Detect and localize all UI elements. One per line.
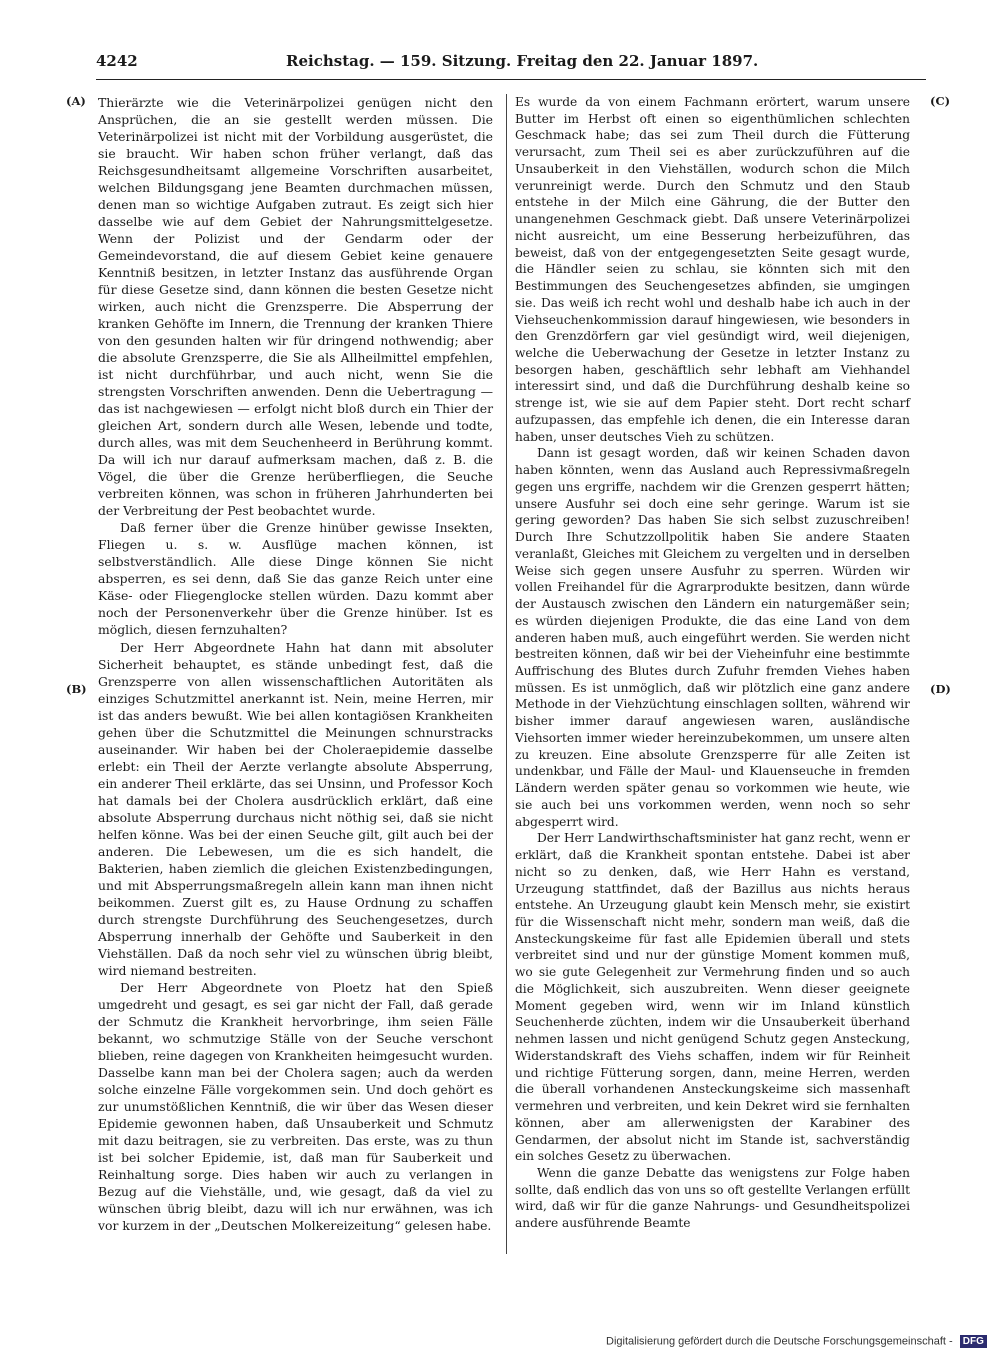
margin-mark-c: (C) [930,94,951,108]
credit-text: Digitalisierung gefördert durch die Deutsche Forschungsgemeinschaft - [606,1335,953,1348]
running-title: Reichstag. — 159. Sitzung. Freitag den 22. Januar 1897. [286,52,759,70]
left-column [98,94,493,1234]
paragraph: Wenn die ganze Debatte das wenigstens zur Folge haben sollte, daß endlich das von uns so oft gestellte Verlangen erfüllt wird, daß wir für die ganze Nahrungs- und Gesundheitspolizei andere ausführende Beamte [515,1166,910,1231]
right-column [515,94,910,1232]
header-rule [96,79,926,80]
page-number: 4242 [96,52,138,70]
paragraph: Es wurde da von einem Fachmann erörtert, warum unsere Butter im Herbst oft einen so eigenthümlichen schlechten Geschmack habe; das sei zum Theil durch die Fütterung verursacht, zum Theil sei es aber zurückzuführen auf die Unsauberkeit in den Viehställen, wodurch schon die Milch verunreinigt werde. Durch den Schmutz und den Staub entstehe in der Milch eine Gährung, die der Butter den unangenehmen Geschmack giebt. Daß unsere Veterinärpolizei nicht ausreicht, um eine Besserung herbeizuführen, das beweist, daß von der entgegengesetzten Seite gesagt wurde, die Händler seien zu schlau, sie könnten sich mit den Bestimmungen des Seuchengesetzes abfinden, sie umgingen sie. Das weiß ich recht wohl und deshalb habe ich auch in der Viehseuchenkommission darauf hingewiesen, wie besonders in den Grenzdörfern gar viel gesündigt wird, weil diejenigen, welche die Ueberwachung der Gesetze in letzter Instanz zu besorgen haben, geschäftlich sehr lebhaft am Viehhandel interessirt sind, und daß die Durchführung deshalb keine so strenge ist, wie sie auf dem Papier steht. Dort recht scharf aufzupassen, das empfehle ich denen, die ein Interesse daran haben, unser deutsches Vieh zu schützen. [515,95,910,444]
paragraph: Daß ferner über die Grenze hinüber gewisse Insekten, Fliegen u. s. w. Ausflüge machen können, ist selbstverständlich. Alle diese Dinge können Sie nicht absperren, es sei denn, daß Sie das ganze Reich unter eine Käse- oder Fliegenglocke stellen würden. Dazu kommt aber noch der Personenverkehr über die Grenze hinüber. Ist es möglich, diesen fernzuhalten? [98,520,493,638]
column-divider [506,94,507,1254]
dfg-logo: DFG [960,1335,987,1348]
paragraph: Thierärzte wie die Veterinärpolizei genügen nicht den Ansprüchen, die an sie gestellt werden müssen. Die Veterinärpolizei ist nicht mit der Vorbildung ausgerüstet, die sie braucht. Wir haben schon früher verlangt, daß das Reichsgesundheitsamt allgemeine Vorschriften ausarbeitet, welchen Bildungsgang jene Beamten durchmachen müssen, denen man so wichtige Aufgaben zutraut. Es zeigt sich hier dasselbe wie auf dem Gebiet der Nahrungsmittelgesetze. Wenn der Polizist und der Gendarm oder der Gemeindevorstand, die auf diesem Gebiet keine genauere Kenntniß besitzen, in letzter Instanz das ausführende Organ für diese Gesetze sind, dann können die besten Gesetze nicht wirken, auch nicht die Grenzsperre. Die Absperrung der kranken Gehöfte im Innern, die Trennung der kranken Thiere von den gesunden halten wir für dringend nothwendig; aber die absolute Grenzsperre, die Sie als Allheilmittel empfehlen, ist nicht durchführbar, und auch nicht, wenn Sie die strengsten Vorschriften anwenden. Denn die Uebertragung — das ist nachgewiesen — erfolgt nicht bloß durch ein Thier der gleichen Art, sondern durch alle Wesen, lebende und todte, durch alles, was mit dem Seuchenheerd in Berührung kommt. Da will ich nur darauf aufmerksam machen, daß z. B. die Vögel, die über die Grenze herüberfliegen, die Seuche verbreiten können, was schon in früheren Jahrhunderten bei der Verbreitung der Pest beobachtet wurde. [98,95,493,519]
page-header [96,52,926,74]
paragraph: Der Herr Abgeordnete von Ploetz hat den Spieß umgedreht und gesagt, es sei gar nicht der Fall, daß gerade der Schmutz die Krankheit hervorbringe, ihm seien Fälle bekannt, wo schmutzige Ställe von der Seuche verschont blieben, reine dagegen von Krankheiten heimgesucht wurden. Dasselbe kann man bei der Cholera sagen; auch da werden solche einzelne Fälle vorgekommen sein. Und doch gehört es zur unumstößlichen Kenntniß, die wir über das Wesen dieser Epidemie gewonnen haben, daß Unsauberkeit und Schmutz mit dazu beitragen, sie zu verbreiten. Das erste, was zu thun ist bei solcher Epidemie, ist, daß man für Sauberkeit und Reinhaltung sorge. Dies haben wir auch zu verlangen in Bezug auf die Viehställe, und, wie gesagt, daß da viel zu wünschen übrig bleibt, dazu will ich nur erwähnen, was ich vor kurzem in der „Deutschen Molkereizeitung“ gelesen habe. [98,979,493,1234]
digitization-credit [606,1335,987,1351]
margin-mark-a: (A) [66,94,86,108]
paragraph: Der Herr Landwirthschaftsminister hat ganz recht, wenn er erklärt, daß die Krankheit spontan entstehe. Dabei ist aber nicht so zu denken, daß, wie Herr Hahn es verstand, Urzeugung stattfindet, daß der Bazillus aus nichts heraus entstehe. An Urzeugung glaubt kein Mensch mehr, sie existirt für die Wissenschaft nicht mehr, sondern man weiß, daß die Ansteckungskeime für fast alle Epidemien überall und stets verbreitet sind und nur der günstige Moment kommen muß, wo sie gute Gelegenheit zur Vermehrung finden und so auch die Möglichkeit, sich auszubreiten. Wenn dieser geeignete Moment gegeben wird, wenn wir im Inland künstlich Seuchenherde züchten, indem wir die Unsauberkeit überhand nehmen lassen und nicht genügend Schutz gegen Ansteckung, Widerstandskraft des Viehs schaffen, indem wir für Reinheit und richtige Fütterung sorgen, dann, meine Herren, werden die überall vorhandenen Ansteckungskeime sich massenhaft vermehren und verbreiten, und kein Dekret wird sie fernhalten können, aber am allerwenigsten der Karabiner des Gendarmen, der absolut nicht im Stande ist, sachverständig ein solches Gesetz zu überwachen. [515,831,910,1164]
paragraph: Der Herr Abgeordnete Hahn hat dann mit absoluter Sicherheit behauptet, es stände unbedingt fest, daß die Grenzsperre von allen wissenschaftlichen Autoritäten als einziges Schutzmittel anerkannt ist. Nein, meine Herren, mir ist das anders bewußt. Wie bei allen kontagiösen Krankheiten gehen über die Schutzmittel die Meinungen schnurstracks auseinander. Wir haben bei der Choleraepidemie dasselbe erlebt: ein Theil der Aerzte verlangte absolute Absperrung, ein anderer Theil erklärte, das sei Unsinn, und Professor Koch hat damals bei der Cholera ausdrücklich erklärt, daß eine absolute Absperrung durchaus nicht nöthig sei, daß sie nicht helfen könne. Was bei der einen Seuche gilt, gilt auch bei der anderen. Die Lebewesen, um die es sich handelt, die Bakterien, haben ziemlich die gleichen Existenzbedingungen, und mit Absperrungsmaßregeln allein kann man ihnen nicht beikommen. Zuerst gilt es, zu Hause Ordnung zu schaffen durch strengste Durchführung des Seuchengesetzes, durch Absperrung innerhalb der Gehöfte und Sauberkeit in den Viehställen. Daß da noch sehr viel zu wünschen übrig bleibt, wird niemand bestreiten. [98,639,493,978]
margin-mark-b: (B) [66,682,87,696]
margin-mark-d: (D) [930,682,951,696]
paragraph: Dann ist gesagt worden, daß wir keinen Schaden davon haben könnten, wenn das Ausland auch Repressivmaßregeln gegen uns ergriffe, nachdem wir die Grenzen gesperrt hätten; unsere Ausfuhr sei doch eine sehr geringe. Warum ist sie gering geworden? Das haben Sie sich selbst zuzuschreiben! Durch Ihre Schutzzollpolitik haben Sie andere Staaten veranlaßt, Gleiches mit Gleichem zu vergelten und in derselben Weise sich gegen unsere Ausfuhr zu sperren. Würden wir vollen Freihandel für die Agrarprodukte besitzen, dann würde der Austausch zwischen den Ländern ein naturgemäßer sein; es würden diejenigen Produkte, die das eine Land von dem anderen haben muß, auch eingeführt werden. Sie werden nicht bestreiten können, daß wir bei der Vieheinfuhr eine bestimmte Auffrischung des Blutes durch Zufuhr fremden Viehes haben müssen. Es ist unmöglich, daß wir plötzlich eine ganz andere Methode in der Viehzüchtung einschlagen sollten, während wir bisher immer darauf angewiesen waren, ausländische Viehsorten immer wieder hereinzubekommen, um unsere alten zu kreuzen. Eine absolute Grenzsperre für alle Zeiten ist undenkbar, und Fälle der Maul- und Klauenseuche in fremden Ländern werden später genau so vorkommen wie heute, wie sie auch bei uns vorkommen werden, wenn noch so sehr abgesperrt wird. [515,446,910,829]
